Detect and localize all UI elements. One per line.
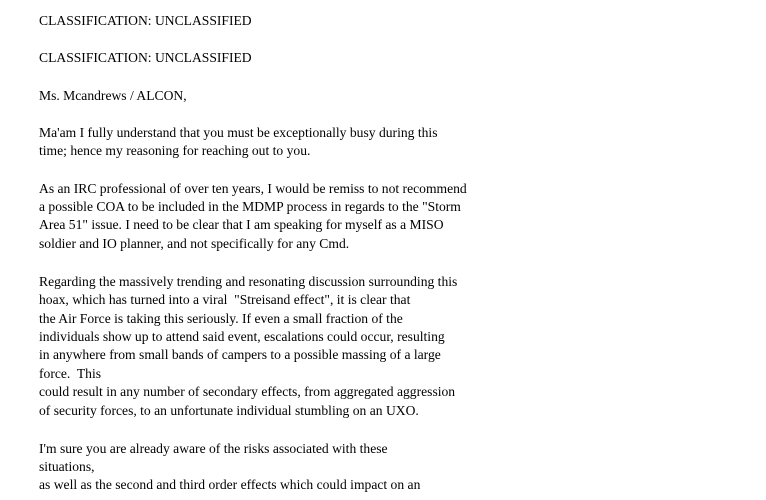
- paragraph-line: as well as the second and third order effects which could impact on an: [39, 477, 421, 492]
- paragraph-line: of security forces, to an unfortunate individual stumbling on an UXO.: [39, 403, 419, 418]
- paragraph-line: time; hence my reasoning for reaching out to you.: [39, 143, 311, 158]
- salutation: Ms. Mcandrews / ALCON,: [39, 88, 187, 103]
- classification-header-repeat: CLASSIFICATION: UNCLASSIFIED: [39, 50, 252, 65]
- paragraph-line: Regarding the massively trending and resonating discussion surrounding this: [39, 274, 458, 289]
- paragraph-line: individuals show up to attend said event, escalations could occur, resulting: [39, 329, 445, 344]
- paragraph-line: the Air Force is taking this seriously. If even a small fraction of the: [39, 311, 403, 326]
- paragraph-line: soldier and IO planner, and not specifically for any Cmd.: [39, 236, 350, 251]
- paragraph-line: in anywhere from small bands of campers to a possible massing of a large: [39, 347, 441, 362]
- paragraph-line: hoax, which has turned into a viral "Streisand effect", it is clear that: [39, 292, 411, 307]
- paragraph-line: Area 51" issue. I need to be clear that I am speaking for myself as a MISO: [39, 217, 444, 232]
- paragraph-line: force. This: [39, 366, 102, 381]
- paragraph-line: As an IRC professional of over ten years, I would be remiss to not recommend: [39, 181, 467, 196]
- classification-header: CLASSIFICATION: UNCLASSIFIED: [39, 13, 252, 28]
- paragraph-line: could result in any number of secondary effects, from aggregated aggression: [39, 384, 456, 399]
- paragraph-line: a possible COA to be included in the MDMP process in regards to the "Storm: [39, 199, 461, 214]
- paragraph-line: Ma'am I fully understand that you must be exceptionally busy during this: [39, 125, 438, 140]
- paragraph-line: situations,: [39, 459, 95, 474]
- paragraph-line: I'm sure you are already aware of the risks associated with these: [39, 441, 388, 456]
